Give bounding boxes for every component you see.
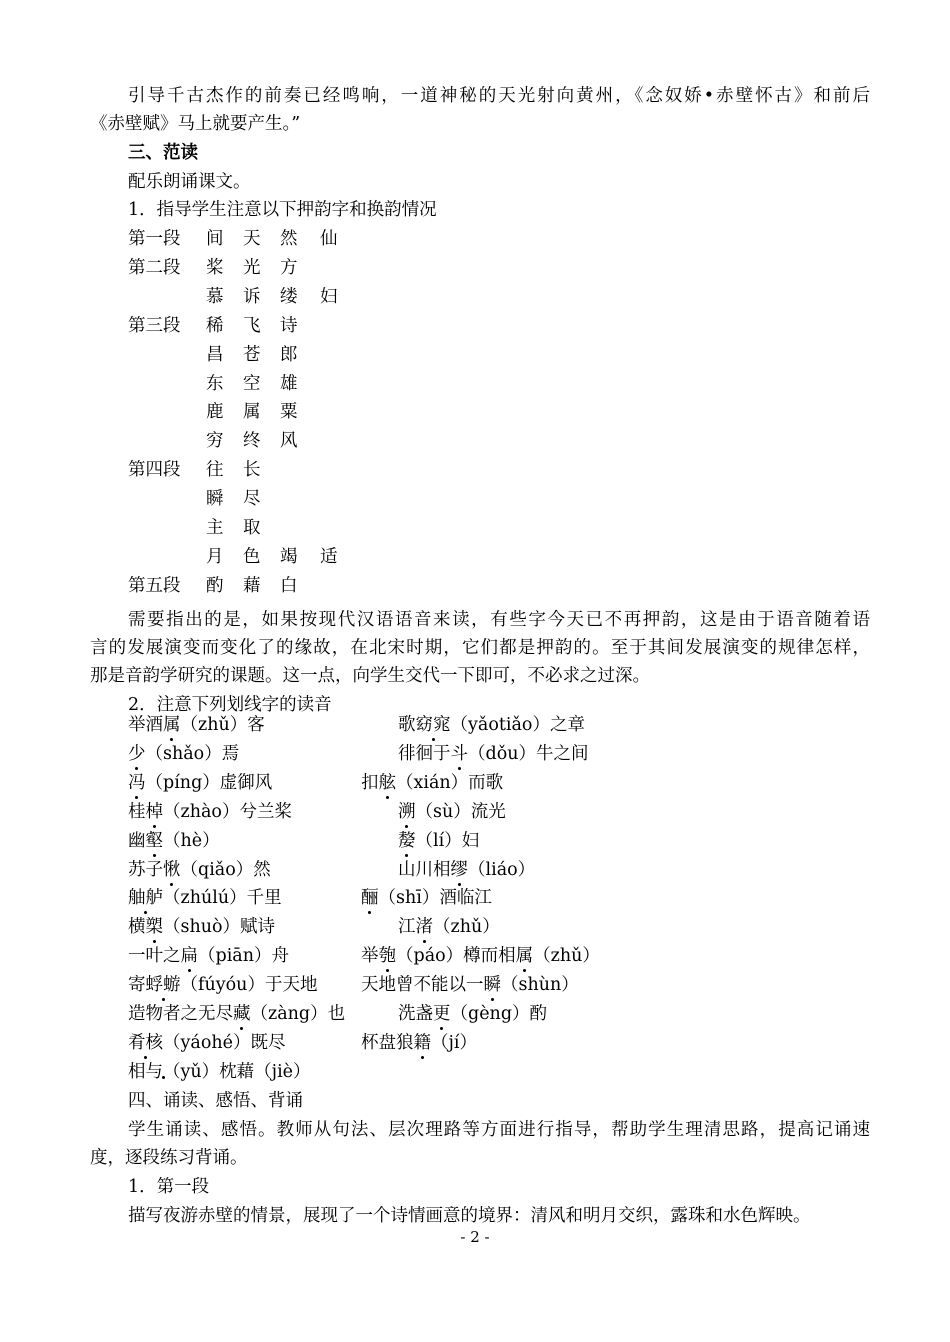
pronunciation-text: 徘徊于 — [398, 743, 451, 764]
emphasized-char: 冯 — [128, 769, 146, 797]
emphasized-char: 舷 — [379, 769, 397, 797]
rhyme-char: 郎 — [280, 344, 298, 365]
emphasized-char: 籍 — [414, 1029, 432, 1057]
pronunciation-text: 歌 — [398, 715, 416, 735]
emphasized-char: 槊 — [146, 913, 164, 941]
pronunciation-text: 天地曾不能以一 — [361, 975, 484, 996]
pronunciation-text: 杯盘狼 — [361, 1032, 414, 1053]
emphasized-char: 窈窕 — [416, 711, 451, 739]
pronunciation-text: （sù）流光 — [415, 801, 506, 822]
rhyme-char: 桨 — [206, 257, 224, 278]
note-line-3: 那是音韵学研究的课题。这一点，向学生交代一下即可，不必求之过深。 — [90, 666, 650, 686]
rhyme-char: 往 — [206, 460, 224, 481]
emphasized-char: 属 — [516, 942, 534, 970]
pronunciation-text: （shuò）赋诗 — [163, 917, 276, 938]
pronunciation-item-right — [398, 827, 479, 855]
emphasized-char: 斗 — [451, 740, 469, 768]
pronunciation-text: （yǎotiǎo）之章 — [450, 715, 585, 735]
pronunciation-text: 洗盏 — [398, 1004, 433, 1024]
rhyme-char: 诉 — [243, 286, 261, 307]
rhyme-char: 长 — [243, 460, 261, 481]
pronunciation-item-left — [128, 798, 292, 826]
rhyme-char: 苍 — [243, 344, 261, 365]
pronunciation-text: （píng）虚御风 — [145, 772, 273, 793]
rhyme-char: 适 — [320, 546, 338, 567]
rhyme-char: 妇 — [320, 286, 338, 307]
pronunciation-text: （dǒu）牛之间 — [468, 743, 589, 764]
emphasized-char: 壑 — [146, 827, 164, 855]
pronunciation-text: 相与 — [128, 1061, 163, 1082]
pronunciation-item-right — [361, 942, 600, 970]
section-4-paragraph-2: 描写夜游赤壁的情景，展现了一个诗情画意的境界：清风和明月交织，露珠和水色辉映。 — [128, 1206, 811, 1226]
pronunciation-text: （lí）妇 — [415, 830, 480, 851]
pronunciation-text: （shùn） — [501, 975, 579, 996]
rhyme-char: 稀 — [206, 315, 224, 336]
rhyme-char: 色 — [243, 546, 261, 567]
emphasized-char: 酾 — [361, 884, 379, 912]
pronunciation-text: 幽 — [128, 830, 146, 851]
pronunciation-text: （zhúlú）千里 — [163, 888, 282, 909]
rhyme-section-label: 第四段 — [128, 460, 181, 481]
pronunciation-item-right — [398, 1000, 547, 1028]
pronunciation-item-right — [398, 856, 535, 884]
pronunciation-text: 寄 — [128, 975, 146, 996]
emphasized-char: 渚 — [416, 913, 434, 941]
emphasized-char: 瞬 — [484, 971, 502, 999]
pronunciation-text: （yáohé）既尽 — [163, 1032, 286, 1053]
rhyme-char: 粟 — [280, 402, 298, 423]
pronunciation-item-left — [128, 1058, 311, 1086]
pronunciation-item-left — [128, 971, 317, 999]
rhyme-char: 酌 — [206, 575, 224, 596]
pronunciation-text: 横 — [128, 917, 146, 938]
rhyme-section-label: 第一段 — [128, 229, 181, 249]
pronunciation-text: （zàng）也 — [250, 1004, 346, 1024]
rhyme-char: 尽 — [243, 489, 261, 510]
pronunciation-item-right — [398, 711, 585, 739]
pronunciation-item-right — [361, 1029, 477, 1057]
pronunciation-item-left — [128, 711, 265, 739]
rhyme-char: 东 — [206, 373, 224, 394]
rhyme-char: 天 — [243, 229, 261, 249]
rhyme-char: 间 — [206, 229, 224, 249]
section-3-heading: 三、范读 — [128, 143, 198, 163]
pronunciation-item-right — [361, 769, 503, 797]
pronunciation-item-right — [361, 971, 579, 999]
pronunciation-item-left — [128, 769, 272, 797]
section-4-paragraph-line-1: 学生诵读、感悟。教师从句法、层次理路等方面进行指导，帮助学生理清思路，提高记诵速 — [128, 1120, 870, 1140]
emphasized-char: 愀 — [163, 856, 181, 884]
pronunciation-text: （shǎo）焉 — [145, 743, 240, 764]
rhyme-char: 空 — [243, 373, 261, 394]
rhyme-char: 飞 — [243, 315, 261, 336]
pronunciation-text: （gèng）酌 — [450, 1004, 548, 1024]
section-3-item-1: 1．指导学生注意以下押韵字和换韵情况 — [128, 200, 437, 220]
rhyme-char: 然 — [280, 229, 298, 249]
rhyme-section-label: 第五段 — [128, 575, 181, 596]
rhyme-char: 取 — [243, 518, 261, 538]
rhyme-char: 缕 — [280, 286, 298, 307]
emphasized-char: 棹 — [146, 798, 164, 826]
pronunciation-item-left — [128, 884, 282, 912]
emphasized-char: 溯 — [398, 798, 416, 826]
section-4-heading: 四、诵读、感悟、背诵 — [128, 1091, 303, 1111]
rhyme-char: 方 — [280, 257, 298, 278]
page-number: - 2 - — [460, 1228, 490, 1246]
pronunciation-item-right — [398, 740, 589, 768]
pronunciation-text: 江 — [398, 917, 416, 938]
emphasized-char: 蜉蝣 — [146, 971, 181, 999]
pronunciation-text: （liáo） — [468, 859, 536, 880]
emphasized-char: 舳舻 — [128, 884, 163, 912]
section-3-item-2: 2．注意下列划线字的读音 — [128, 695, 332, 715]
pronunciation-item-left — [128, 827, 220, 855]
pronunciation-text: （piān）舟 — [198, 946, 290, 967]
pronunciation-text: （xián）而歌 — [396, 772, 504, 793]
pronunciation-text: （zhǔ） — [433, 917, 500, 938]
pronunciation-item-left — [128, 740, 239, 768]
emphasized-char: 属 — [163, 711, 181, 739]
intro-line-1: 引导千古杰作的前奏已经鸣响，一道神秘的天光射向黄州，《念奴娇•赤壁怀古》和前后 — [128, 86, 870, 106]
rhyme-char: 仙 — [320, 229, 338, 249]
pronunciation-item-left — [128, 913, 275, 941]
note-line-2: 言的发展演变而变化了的缘故，在北宋时期，它们都是押韵的。至于其间发展演变的规律怎样， — [90, 638, 870, 658]
rhyme-section-label: 第二段 — [128, 257, 181, 278]
pronunciation-text: （yǔ）枕藉（jiè） — [163, 1061, 311, 1082]
pronunciation-item-right — [361, 884, 492, 912]
rhyme-char: 月 — [206, 546, 224, 567]
rhyme-char: 鹿 — [206, 402, 224, 423]
pronunciation-text: 桂 — [128, 801, 146, 822]
section-3-paragraph: 配乐朗诵课文。 — [128, 172, 251, 192]
pronunciation-text: 山川相 — [398, 859, 451, 880]
pronunciation-text: （zhào）兮兰桨 — [163, 801, 292, 822]
pronunciation-text: （fúyóu）于天地 — [180, 975, 318, 996]
emphasized-char: 缪 — [451, 856, 469, 884]
rhyme-char: 诗 — [280, 315, 298, 336]
pronunciation-text: 苏子 — [128, 859, 163, 880]
rhyme-char: 穷 — [206, 431, 224, 452]
emphasized-char: 匏 — [379, 942, 397, 970]
emphasized-char: 更 — [433, 1000, 451, 1028]
pronunciation-text: （jí） — [431, 1032, 478, 1053]
emphasized-char: 少 — [128, 740, 146, 768]
pronunciation-text: 举酒 — [128, 715, 163, 735]
pronunciation-item-left — [128, 856, 271, 884]
rhyme-char: 终 — [243, 431, 261, 452]
note-line-1: 需要指出的是，如果按现代汉语语音来读，有些字今天已不再押韵，这是由于语音随着语 — [128, 610, 870, 630]
pronunciation-item-left — [128, 1000, 345, 1028]
rhyme-char: 藉 — [243, 575, 261, 596]
pronunciation-text: （shī）酒临江 — [378, 888, 492, 909]
emphasized-char: 肴核 — [128, 1029, 163, 1057]
pronunciation-text: （qiǎo）然 — [180, 859, 271, 880]
rhyme-section-label: 第三段 — [128, 315, 181, 336]
rhyme-char: 属 — [243, 402, 261, 423]
pronunciation-text: 造物者之无尽 — [128, 1004, 233, 1024]
pronunciation-item-left — [128, 942, 289, 970]
rhyme-char: 竭 — [280, 546, 298, 567]
rhyme-char: 雄 — [280, 373, 298, 394]
pronunciation-text: （zhǔ） — [533, 946, 600, 967]
section-4-paragraph-line-2: 度，逐段练习背诵。 — [90, 1148, 248, 1168]
pronunciation-text: 扣 — [361, 772, 379, 793]
section-4-item-1: 1．第一段 — [128, 1177, 210, 1197]
pronunciation-item-right — [398, 798, 506, 826]
emphasized-char: 扁 — [181, 942, 199, 970]
rhyme-char: 白 — [280, 575, 298, 596]
pronunciation-text: （zhǔ）客 — [180, 715, 265, 735]
pronunciation-text: 举 — [361, 946, 379, 967]
intro-line-2: 《赤壁赋》马上就要产生。” — [90, 114, 301, 134]
rhyme-char: 昌 — [206, 344, 224, 365]
rhyme-char: 光 — [243, 257, 261, 278]
pronunciation-item-right — [398, 913, 500, 941]
pronunciation-item-left — [128, 1029, 285, 1057]
emphasized-char: 嫠 — [398, 827, 416, 855]
rhyme-char: 风 — [280, 431, 298, 452]
rhyme-char: 慕 — [206, 286, 224, 307]
rhyme-char: 主 — [206, 518, 224, 538]
emphasized-char: 藏 — [233, 1000, 251, 1028]
pronunciation-text: （páo）樽而相 — [396, 946, 516, 967]
pronunciation-text: （hè） — [163, 830, 220, 851]
rhyme-char: 瞬 — [206, 489, 224, 510]
pronunciation-text: 一叶之 — [128, 946, 181, 967]
